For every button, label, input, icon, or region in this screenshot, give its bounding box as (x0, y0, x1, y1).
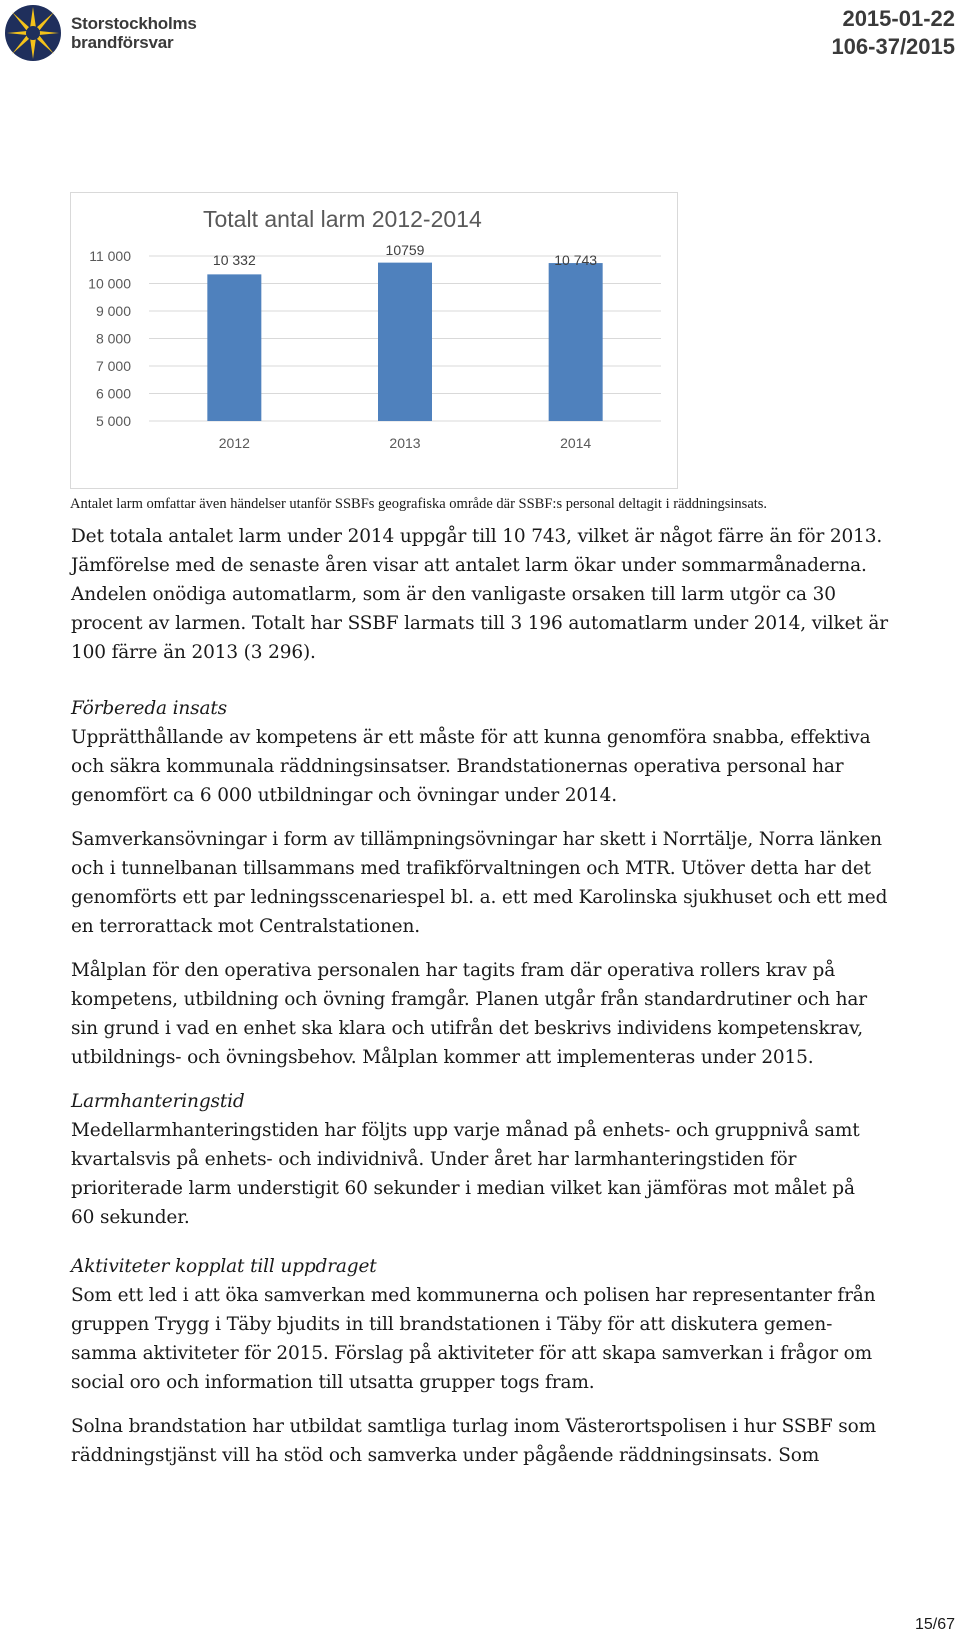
section-heading: Förbereda insats (71, 698, 228, 719)
text-line: en terrorattack mot Centralstationen. (71, 916, 420, 937)
text-line: Målplan för den operativa personalen har tagits fram där operativa rollers krav på (71, 960, 836, 981)
bar-chart (70, 192, 678, 489)
org-line-1: Storstockholms (71, 14, 197, 33)
data-label: 10 743 (554, 252, 598, 268)
y-tick-label: 5 000 (95, 413, 131, 429)
org-line-2: brandförsvar (71, 33, 174, 52)
paragraph-target-plan (71, 956, 951, 1072)
text-line: 60 sekunder. (71, 1207, 190, 1228)
text-line: Jämförelse med de senaste åren visar att antalet larm ökar under sommarmånaderna. (71, 555, 867, 576)
paragraph-joint-exercises (71, 825, 951, 941)
section-heading: Aktiviteter kopplat till uppdraget (71, 1256, 377, 1277)
text-line: räddningstjänst vill ha stöd och samverka under pågående räddningsinsats. Som (71, 1445, 820, 1466)
text-line: kompetens, utbildning och övning framgår. Planen utgår från standardrutiner och har (71, 989, 867, 1010)
text-line: genomförts ett par ledningsscenariespel bl. a. ett med Karolinska sjukhuset och ett med (71, 887, 888, 908)
document-number: 106-37/2015 (831, 34, 955, 59)
chart-svg (71, 193, 677, 488)
document-meta (831, 5, 955, 61)
text-line: Upprätthållande av kompetens är ett måste för att kunna genomföra snabba, effektiva (71, 727, 871, 748)
bar-2014 (549, 263, 603, 421)
text-line: samma aktiviteter för 2015. Förslag på aktiviteter för att skapa samverkan i frågor om (71, 1343, 873, 1364)
y-tick-label: 10 000 (88, 275, 131, 292)
bar-2013 (378, 263, 432, 421)
y-tick-label: 7 000 (95, 358, 131, 374)
section-alarm-handling-time (71, 1087, 951, 1232)
chart-caption: Antalet larm omfattar även händelser utanför SSBFs geografiska område där SSBF:s personal deltagit i räddningsinsats. (70, 496, 768, 512)
text-line: prioriterade larm understigit 60 sekunder i median vilket kan jämföras mot målet på (71, 1178, 855, 1199)
text-line: gruppen Trygg i Täby bjudits in till brandstationen i Täby för att diskutera gemen- (71, 1314, 833, 1335)
y-tick-label: 11 000 (89, 248, 131, 264)
data-label: 10 332 (212, 252, 256, 268)
text-line: Medellarmhanteringstiden har följts upp varje månad på enhets- och gruppnivå samt (71, 1120, 860, 1141)
section-heading: Larmhanteringstid (71, 1091, 245, 1112)
page-number: 15/67 (914, 1616, 955, 1633)
y-tick-label: 9 000 (95, 303, 131, 319)
text-line: procent av larmen. Totalt har SSBF larmats till 3 196 automatlarm under 2014, vilket är (71, 613, 889, 634)
paragraph-alarm-summary (71, 522, 951, 667)
text-line: kvartalsvis på enhets- och individnivå. Under året har larmhanteringstiden för (71, 1149, 797, 1170)
chart-title: Totalt antal larm 2012-2014 (203, 206, 482, 232)
text-line: sin grund i vad en enhet ska klara och utifrån det beskrivs individens kompetenskrav, (71, 1018, 864, 1039)
bar-2012 (207, 274, 261, 421)
ssbf-logo (4, 4, 62, 62)
organization-name (71, 14, 197, 52)
x-tick-label: 2012 (218, 435, 250, 451)
text-line: genomfört ca 6 000 utbildningar och övningar under 2014. (71, 785, 617, 806)
text-line: Det totala antalet larm under 2014 uppgår till 10 743, vilket är något färre än för 2013. (71, 526, 883, 547)
y-tick-label: 6 000 (95, 385, 131, 402)
section-prepare-response (71, 694, 951, 810)
text-line: utbildnings- och övningsbehov. Målplan kommer att implementeras under 2015. (71, 1047, 814, 1068)
x-tick-label: 2013 (389, 435, 421, 451)
text-line: Solna brandstation har utbildat samtliga turlag inom Västerortspolisen i hur SSBF som (71, 1416, 876, 1437)
x-tick-label: 2014 (560, 435, 592, 451)
text-line: Samverkansövningar i form av tillämpningsövningar har skett i Norrtälje, Norra länken (71, 829, 882, 850)
text-line: social oro och information till utsatta grupper togs fram. (71, 1372, 595, 1393)
paragraph-solna (71, 1412, 951, 1470)
data-label: 10759 (385, 242, 425, 258)
section-activities (71, 1252, 951, 1397)
document-date: 2015-01-22 (842, 6, 955, 31)
text-line: Som ett led i att öka samverkan med kommunerna och polisen har representanter från (71, 1285, 876, 1306)
text-line: och säkra kommunala räddningsinsatser. Brandstationernas operativa personal har (71, 756, 844, 777)
text-line: 100 färre än 2013 (3 296). (71, 642, 316, 663)
y-tick-label: 8 000 (95, 330, 131, 347)
text-line: Andelen onödiga automatlarm, som är den vanligaste orsaken till larm utgör ca 30 (71, 584, 836, 605)
star-emblem-icon (4, 4, 62, 62)
text-line: och i tunnelbanan tillsammans med trafikförvaltningen och MTR. Utöver detta har det (71, 858, 871, 879)
